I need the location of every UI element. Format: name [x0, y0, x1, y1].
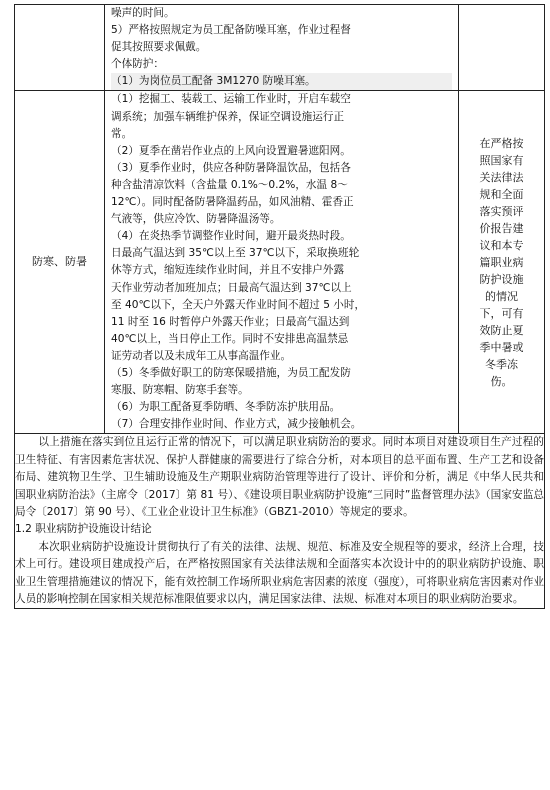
evaluation-line: 效防止夏	[479, 323, 524, 337]
measure-line: 寒服、防寒帽、防寒手套等。	[111, 384, 249, 397]
conclusion-paragraph: 本次职业病防护设施设计贯彻执行了有关的法律、法规、规范、标准及安全规程等的要求，经济上合理，技术上可行。建设项目建成投产后，在严格按照国家有关法律法规和全面落实本次设计中的的职业病防护设施、职业卫生管理措施建议的情况下，能有效控制工作场所职业病危害因素的浓度（强度），可将职业病危害因素对作业人员的影响控制在国家相关规范标准限值要求以内，满足国家法律、法规、标准对本项目的职业病防治要求。	[15, 540, 544, 605]
evaluation-cell	[459, 91, 545, 434]
text-line: 5）严格按照规定为员工配备防噪耳塞，作业过程督	[111, 24, 351, 37]
text-line: 个体防护：	[111, 58, 164, 71]
evaluation-line: 照国家有	[479, 153, 524, 167]
evaluation-line: 防护设施	[479, 272, 524, 286]
measure-line: （5）冬季做好职工的防寒保暖措施，为员工配发防	[111, 366, 351, 379]
measure-line: 天作业劳动者加班加点；日最高气温达到 37℃以上	[111, 281, 352, 294]
blank-category-cell	[15, 5, 105, 91]
evaluation-line: 在严格按	[479, 136, 524, 150]
measure-line: 11 时至 16 时暂停户外露天作业；日最高气温达到	[111, 315, 350, 328]
measure-line: （1）挖掘工、装载工、运输工作业时，开启车载空	[111, 93, 351, 106]
noise-measures-cell	[105, 5, 459, 91]
summary-paragraph: 以上措施在落实到位且运行正常的情况下，可以满足职业病防治的要求。同时本项目对建设项目生产过程的卫生特征、有害因素危害状况、保护人群健康的需要进行了综合分析，对本项目的总平面布置、生产工艺和设备布局、建筑物卫生学、卫生辅助设施及生产期职业病防治管理等进行了设计、评价和分析，满足《中华人民共和国职业病防治法》（主席令〔2017〕第 81 号）、《建设项目职业病防护设施“三同时”监督管理办法》（国家安监总局令〔2017〕第 90 号）、《工业企业设计卫生标准》（GBZ1-2010）等规定的要求。	[15, 436, 544, 518]
summary-cell	[15, 434, 545, 609]
measure-line: 气液等，供应冷饮、防暑降温汤等。	[111, 213, 281, 226]
evaluation-line: 关法律法	[479, 170, 524, 184]
measure-line: 证劳动者以及未成年工从事高温作业。	[111, 349, 292, 362]
measure-line: （2）夏季在凿岩作业点的上风向设置避暑遮阳网。	[111, 144, 351, 157]
measure-line: 40℃以上，当日停止工作。同时不安排患高温禁忌	[111, 332, 349, 345]
text-line: （1）为岗位员工配备 3M1270 防噪耳塞。	[111, 73, 452, 90]
heat-cold-measures-cell	[105, 91, 459, 434]
section-heading: 1.2 职业病防护设施设计结论	[15, 523, 152, 536]
noise-measures-text	[105, 5, 458, 90]
measures-table	[14, 4, 545, 609]
evaluation-line: 落实预评	[479, 204, 524, 218]
measure-line: 种含盐清凉饮料（含盐量 0.1%～0.2%，水温 8～	[111, 178, 348, 191]
measure-line: 日最高气温达到 35℃以上至 37℃以下，采取换班轮	[111, 247, 360, 260]
evaluation-line: 价报告建	[479, 221, 524, 235]
evaluation-line: 季中暑或	[479, 340, 524, 354]
measure-line: 调系统；加强车辆维护保养，保证空调设施运行正	[111, 110, 345, 123]
evaluation-line: 伤。	[490, 374, 513, 388]
evaluation-line: 冬季冻	[485, 357, 518, 371]
measure-line: （4）在炎热季节调整作业时间，避开最炎热时段。	[111, 230, 351, 243]
text-line: 噪声的时间。	[111, 7, 175, 19]
table-row-noise	[15, 5, 545, 91]
evaluation-line: 下，可有	[479, 306, 524, 320]
evaluation-line: 的情况	[485, 289, 518, 303]
evaluation-line: 篇职业病	[479, 255, 524, 269]
category-label: 防寒、防暑	[32, 255, 87, 269]
measure-line: （7）合理安排作业时间、作业方式，减少接触机会。	[111, 418, 362, 431]
blank-evaluation-cell	[459, 5, 545, 91]
evaluation-line: 规和全面	[479, 187, 524, 201]
evaluation-line: 议和本专	[479, 238, 524, 252]
measure-line: （6）为职工配备夏季防晒、冬季防冻护肤用品。	[111, 401, 341, 414]
category-cell	[15, 91, 105, 434]
text-line: 促其按照要求佩戴。	[111, 41, 207, 54]
measure-line: 12℃）。同时配备防暑降温药品，如风油精、霍香正	[111, 196, 354, 209]
table-row-summary	[15, 434, 545, 609]
table-row-heat-cold	[15, 91, 545, 434]
evaluation-text	[459, 135, 544, 390]
heat-cold-measures-text	[105, 91, 458, 433]
measure-line: 休等方式，缩短连续作业时间，并且不安排户外露	[111, 264, 345, 277]
measure-line: （3）夏季作业时，供应各种防暑降温饮品，包括各	[111, 161, 351, 174]
measure-line: 常。	[111, 127, 133, 140]
measure-line: 至 40℃以下，全天户外露天作业时间不超过 5 小时，	[111, 298, 366, 311]
